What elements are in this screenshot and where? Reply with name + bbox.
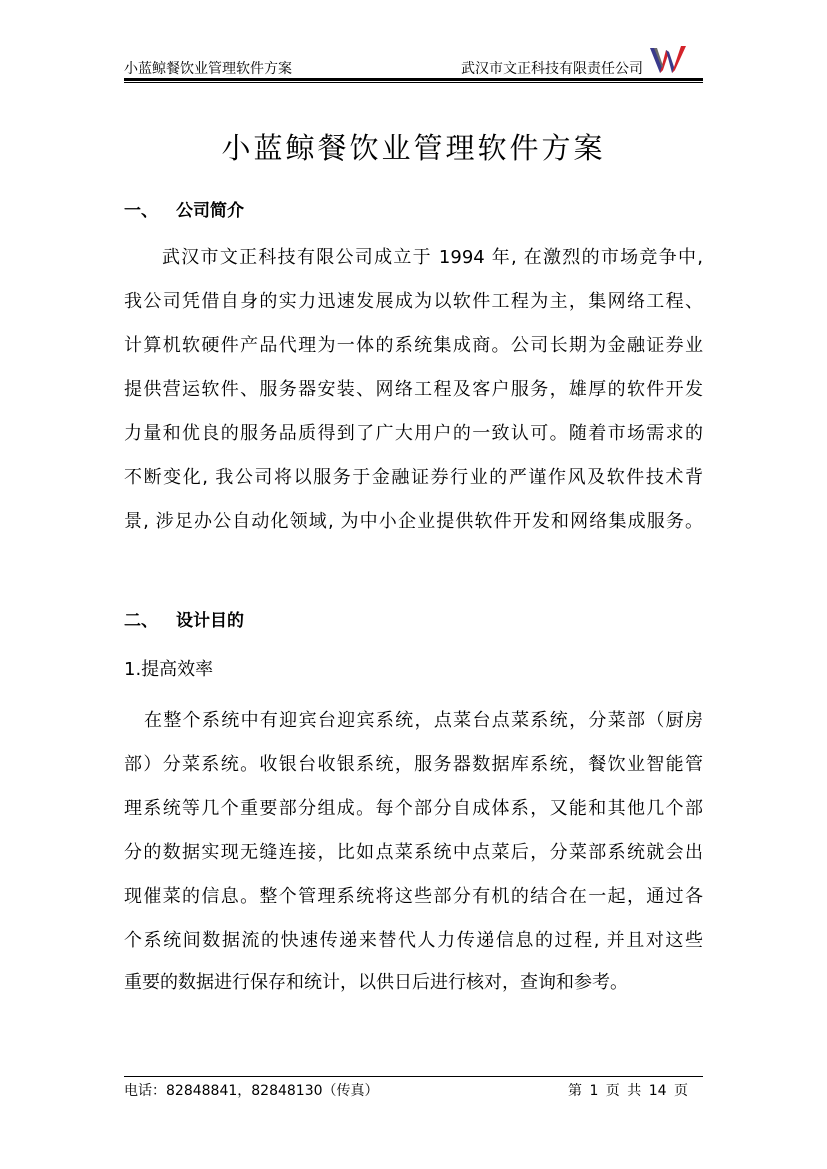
company-logo-icon [648, 44, 688, 76]
page-title: 小蓝鲸餐饮业管理软件方案 [221, 131, 606, 165]
footer-contact: 电话：82848841，82848130（传真） [124, 1083, 379, 1099]
paragraph-line: 分的数据实现无缝连接，比如点菜系统中点菜后，分菜部系统就会出 [124, 842, 703, 863]
header-document-title: 小蓝鲸餐饮业管理软件方案 [124, 61, 292, 77]
section-number: 二、 [124, 611, 158, 631]
paragraph-line: 理系统等几个重要部分组成。每个部分自成体系，又能和其他几个部 [124, 798, 703, 819]
section-heading-design-purpose [124, 606, 244, 631]
header-divider-thin [124, 82, 703, 83]
paragraph-line: 不断变化, 我公司将以服务于金融证券行业的严谨作风及软件技术背 [124, 467, 703, 488]
subsection-heading: 1.提高效率 [124, 659, 214, 680]
footer-page-number: 第 1 页 共 14 页 [568, 1083, 688, 1099]
paragraph-line: 个系统间数据流的快速传递来替代人力传递信息的过程, 并且对这些 [124, 930, 703, 951]
section-heading-company-intro [124, 196, 244, 221]
paragraph-line: 现催菜的信息。整个管理系统将这些部分有机的结合在一起，通过各 [124, 886, 703, 907]
section-title: 公司简介 [176, 201, 244, 221]
section-number: 一、 [124, 201, 158, 221]
paragraph-line: 武汉市文正科技有限公司成立于 1994 年, 在激烈的市场竞争中, [162, 247, 703, 268]
header-company-name: 武汉市文正科技有限责任公司 [461, 61, 643, 77]
paragraph-line: 力量和优良的服务品质得到了广大用户的一致认可。随着市场需求的 [124, 423, 703, 444]
paragraph-line: 景, 涉足办公自动化领域, 为中小企业提供软件开发和网络集成服务。 [124, 511, 703, 532]
paragraph-line: 部）分菜系统。收银台收银系统，服务器数据库系统，餐饮业智能管 [124, 754, 703, 775]
footer-divider [124, 1076, 703, 1077]
section-title: 设计目的 [176, 611, 244, 631]
paragraph-line: 提供营运软件、服务器安装、网络工程及客户服务，雄厚的软件开发 [124, 379, 703, 400]
paragraph-line: 计算机软硬件产品代理为一体的系统集成商。公司长期为金融证券业 [124, 335, 703, 356]
header-divider [124, 78, 703, 81]
paragraph-line: 我公司凭借自身的实力迅速发展成为以软件工程为主，集网络工程、 [124, 291, 703, 312]
paragraph-line: 在整个系统中有迎宾台迎宾系统，点菜台点菜系统，分菜部（厨房 [144, 710, 703, 731]
paragraph-line: 重要的数据进行保存和统计，以供日后进行核对，查询和参考。 [124, 972, 628, 993]
